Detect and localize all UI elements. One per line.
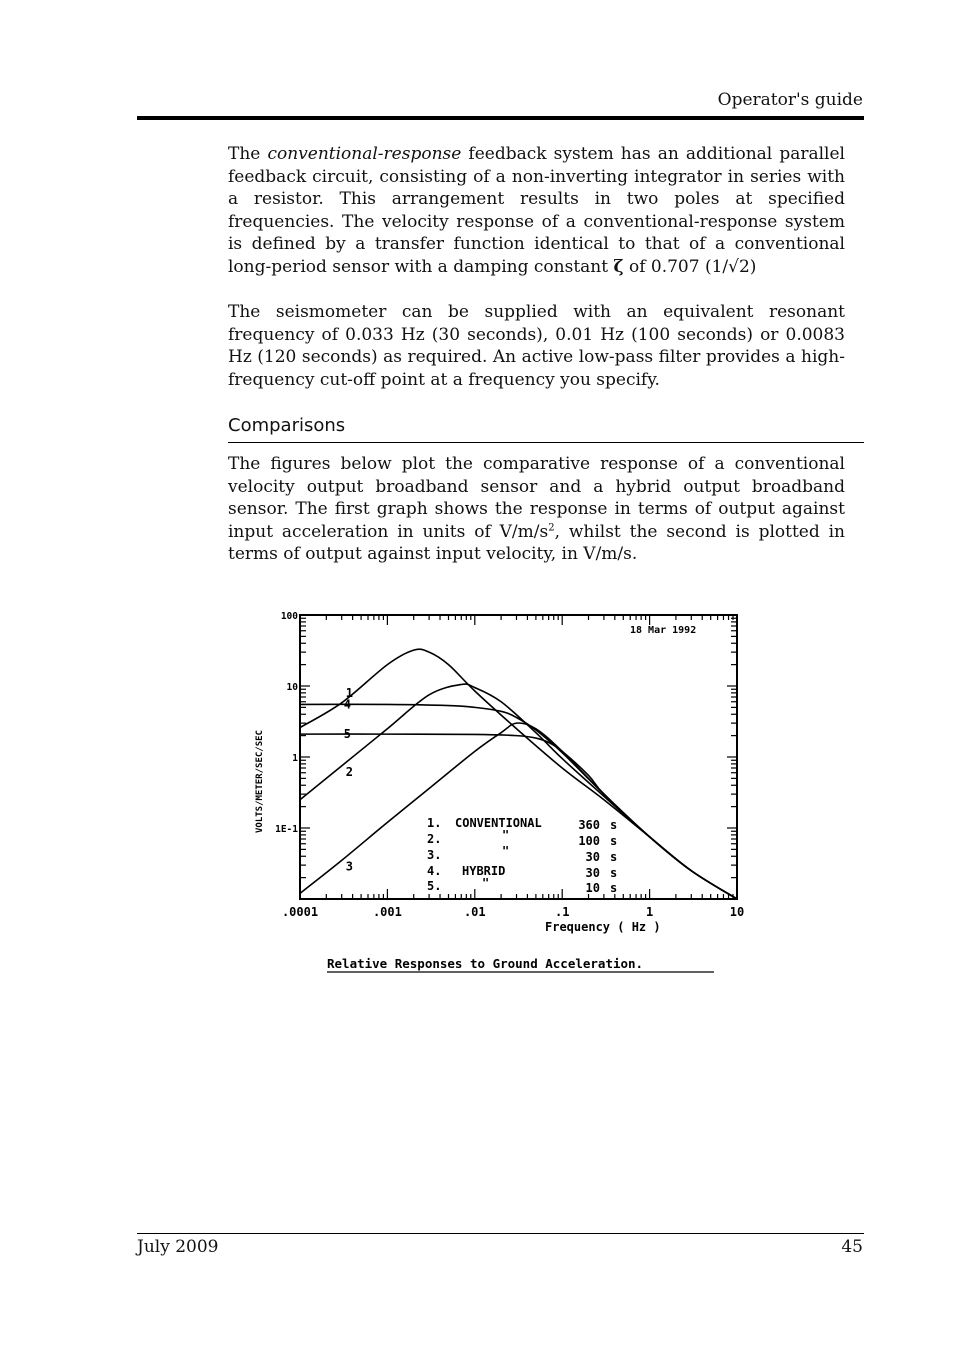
section-rule [228, 442, 864, 443]
curve-label-3: 3 [345, 859, 353, 874]
footer-date: July 2009 [137, 1237, 219, 1257]
legend-num-1: 1. [427, 816, 442, 830]
x-tick-label: .1 [554, 905, 570, 919]
page-number: 45 [841, 1237, 863, 1257]
legend-type-2: " [502, 828, 510, 842]
legend-num-2: 2. [427, 832, 442, 846]
y-tick-label: 10 [286, 682, 298, 693]
curve-label-2: 2 [345, 764, 353, 779]
x-tick-label: .01 [463, 905, 486, 919]
response-figure [240, 605, 760, 990]
legend-type-4: HYBRID [462, 864, 506, 878]
response-chart [240, 605, 760, 990]
legend-num-4: 4. [427, 864, 442, 878]
y-tick-label: 1 [292, 753, 298, 764]
y-tick-label: 100 [280, 611, 298, 622]
p1-text-end: of 0.707 (1/√2) [623, 256, 757, 277]
legend-period-2: 100 [578, 834, 600, 848]
legend-unit-3: s [610, 850, 618, 864]
paragraph-conventional-response [228, 143, 845, 279]
legend-num-5: 5. [427, 879, 442, 893]
p3-text-end: , whilst the second is plotted in terms of output against input velocity, in V/m/s. [228, 521, 845, 565]
curve-label-1: 1 [345, 685, 353, 700]
paragraph-comparisons [228, 453, 845, 566]
paragraph-resonant-frequency: The seismometer can be supplied with an equivalent resonant frequency of 0.033 Hz (30 seconds), 0.01 Hz (100 seconds) or 0.0083 Hz (120 seconds) as required. An active low-pass filter provides a high-frequency cut-off point at a frequency you specify. [228, 302, 845, 390]
curve-label-5: 5 [343, 727, 351, 742]
running-header: Operator's guide [717, 90, 863, 110]
p1-emphasis: conventional-response [267, 144, 462, 164]
curve-3 [300, 723, 737, 899]
p3-superscript: 2 [548, 522, 555, 534]
p1-text-middle: feedback system has an additional parallel feedback circuit, consisting of a non-inverting integrator in series with a resistor. This arrangement results in two poles at specified frequencies. The velocity response of a conventional-response system is defined by a transfer function identical to that of a conventional long-period sensor with a damping constant [228, 144, 845, 277]
y-tick-label: 1E-1 [275, 824, 298, 835]
x-tick-label: .0001 [281, 905, 319, 919]
p1-text-start: The [228, 144, 268, 164]
legend-type-1: CONVENTIONAL [455, 816, 542, 830]
legend-unit-1: s [610, 818, 618, 832]
x-tick-labels [282, 905, 744, 919]
legend-unit-5: s [610, 881, 618, 895]
legend-unit-2: s [610, 834, 618, 848]
p3-text-start: The figures below plot the comparative response of a conventional velocity output broadband sensor and a hybrid output broadband sensor. The first graph shows the response in terms of output against input acceleration in units of V/m/s [228, 454, 845, 542]
figure-caption: Relative Responses to Ground Acceleration. [327, 956, 644, 971]
x-axis-label: Frequency ( Hz ) [545, 920, 661, 934]
chart-date: 18 Mar 1992 [630, 625, 697, 636]
legend-unit-4: s [610, 866, 618, 880]
curve-1 [300, 649, 737, 899]
x-tick-label: 10 [729, 905, 745, 919]
x-tick-label: .001 [372, 905, 402, 919]
y-axis-label: VOLTS/METER/SEC/SEC [255, 730, 265, 833]
y-tick-labels [275, 611, 298, 835]
section-heading: Comparisons [228, 415, 346, 436]
x-tick-label: 1 [645, 905, 654, 919]
zeta-symbol: ζ [613, 256, 624, 277]
curve-labels [344, 686, 353, 874]
legend-period-5: 10 [585, 881, 600, 895]
header-rule [137, 116, 864, 120]
legend-period-3: 30 [585, 850, 600, 864]
legend-num-3: 3. [427, 848, 442, 862]
curve-2 [300, 684, 737, 899]
footer-rule [137, 1233, 864, 1234]
legend-type-3: " [502, 844, 510, 858]
legend-period-1: 360 [578, 818, 600, 832]
response-curves [300, 649, 737, 899]
legend-period-4: 30 [585, 866, 600, 880]
curve-label-4: 4 [343, 697, 351, 712]
legend-type-5: " [482, 876, 490, 890]
legend [427, 816, 617, 895]
